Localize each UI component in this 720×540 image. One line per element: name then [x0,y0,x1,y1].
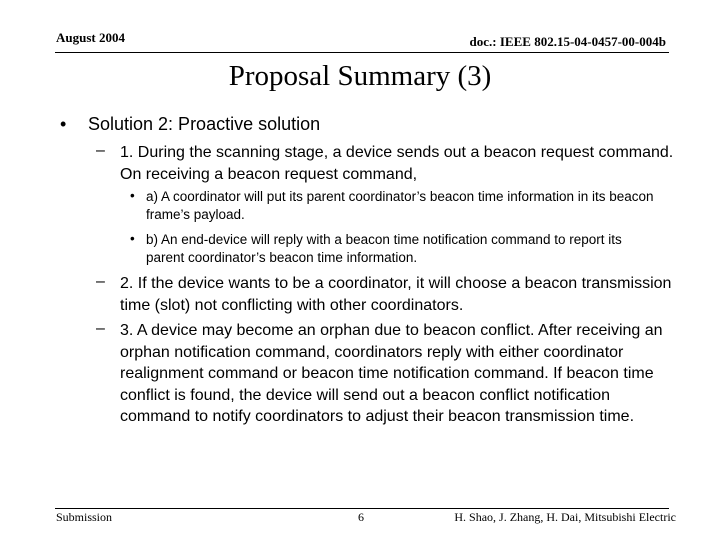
footer-submission: Submission [56,510,113,524]
item-text: 2. If the device wants to be a coordinator, it will choose a beacon transmission time (slot) not conflicting with other coordinators. [120,275,672,314]
subitem-text: b) An end-device will reply with a beacon time notification command to report its parent coordinator’s beacon time information. [146,232,622,265]
dash-marker: – [96,320,105,337]
bullet-marker: • [130,231,135,246]
slide-title: Proposal Summary (3) [228,60,492,92]
subitem-text: a) A coordinator will put its parent coordinator’s beacon time information in its beacon frame’s payload. [146,189,654,222]
bullet-marker: • [60,114,67,134]
dash-marker: – [96,273,105,290]
dash-marker: – [96,142,105,159]
item-text: 3. A device may become an orphan due to beacon conflict. After receiving an orphan notification command, coordinators reply with either coordinator realignment command or beacon time notification command. If beacon time conflict is found, the device will send out a beacon conflict notification command to notify coordinators to adjust their beacon transmission time. [120,322,663,425]
header-rule [55,52,669,53]
bullet-marker: • [130,188,135,203]
item-text: 1. During the scanning stage, a device sends out a beacon request command. On receiving a beacon request command, [120,144,674,183]
page-number: 6 [358,510,364,524]
footer-authors: H. Shao, J. Zhang, H. Dai, Mitsubishi Electric [454,510,676,524]
header-date: August 2004 [56,30,125,45]
footer-rule [55,508,669,509]
header-doc-id: doc.: IEEE 802.15-04-0457-00-004b [469,34,666,49]
bullet-text: Solution 2: Proactive solution [88,114,321,134]
